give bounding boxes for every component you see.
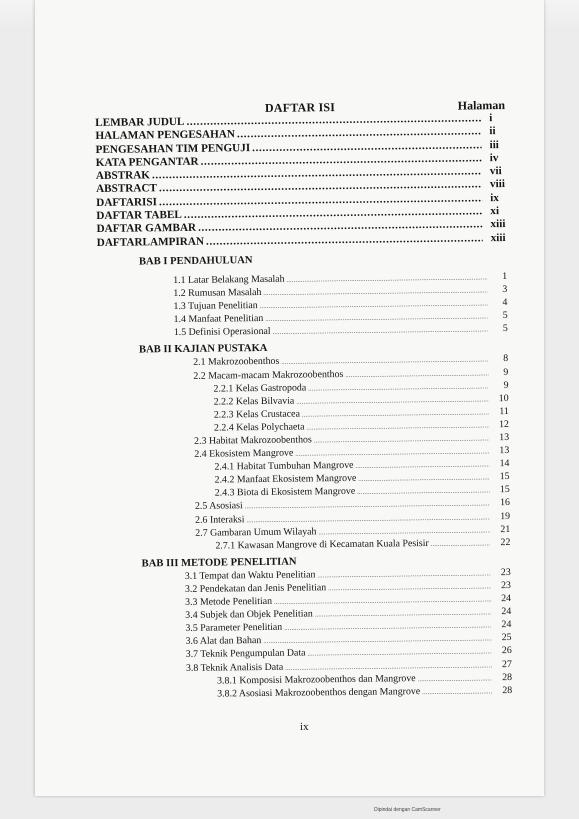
toc-entry-page: 24 [501, 592, 512, 605]
front-matter-list [95, 112, 507, 250]
toc-entry-title: 1.5 Definisi Operasional [173, 326, 271, 339]
toc-entry-page: xiii [490, 218, 506, 231]
toc-entry-title: 3.3 Metode Penelitian [185, 595, 273, 608]
document-page [35, 0, 544, 796]
toc-entry-page: 11 [499, 405, 509, 417]
toc-entry-title: DAFTAR TABEL [96, 209, 182, 223]
toc-entry-page: 14 [499, 458, 510, 470]
toc-entry-page: 15 [499, 484, 510, 496]
toc-entry-page: 25 [501, 632, 512, 644]
toc-entry-page: 13 [499, 445, 510, 457]
toc-entry-title: 3.1 Tempat dan Waktu Penelitian [184, 569, 316, 582]
toc-entry-title: 1.4 Manfaat Penelitian [173, 313, 264, 326]
toc-entry-title: 2.2.3 Kelas Crustacea [213, 408, 300, 421]
toc-entry-page: 23 [500, 566, 511, 578]
toc-entry-title: 3.8.1 Komposisi Makrozoobenthos dan Mangrove [216, 672, 416, 687]
toc-entry-page: 28 [502, 671, 513, 683]
toc-entry-page: vii [489, 165, 502, 178]
toc-entry-title: 2.5 Asosiasi [194, 500, 243, 513]
toc-entry-title: 2.2.1 Kelas Gastropoda [213, 382, 307, 395]
toc-entry-title: 3.4 Subjek dan Objek Penelitian [185, 608, 313, 622]
dot-leader [431, 537, 491, 551]
toc-entry-page: 1 [502, 270, 508, 283]
toc-entry-page: 27 [501, 658, 512, 670]
toc-entry-page: i [489, 112, 493, 125]
toc-entry-title: 2.2.2 Kelas Bilvavia [213, 395, 295, 408]
toc-entry-page: 24 [501, 606, 512, 618]
page-number: ix [299, 720, 309, 734]
dot-leader [273, 324, 488, 340]
toc-entry-title: 3.8.2 Asosiasi Makrozoobenthos dengan Mangrove [217, 685, 421, 700]
toc-entry-title: 3.7 Teknik Pengumpulan Data [185, 647, 306, 661]
toc-entry-title: 2.4.3 Biota di Ekosistem Mangrove [214, 486, 356, 499]
chapter-2-entries [98, 353, 510, 554]
toc-entry-page: 4 [502, 297, 508, 309]
toc-entry-title: 2.3 Habitat Makrozoobenthos [194, 434, 312, 447]
toc-entry-title: 3.8 Teknik Analisis Data [185, 661, 284, 674]
page-title: DAFTAR ISI [264, 100, 336, 115]
toc-entry-title: 2.4 Ekosistem Mangrove [194, 447, 294, 460]
page-column-label: Halaman [457, 97, 506, 113]
toc-entry-page: 3 [502, 284, 508, 296]
toc-entry-page: 15 [499, 471, 510, 483]
toc-entry-title: DAFTARISI [96, 196, 158, 209]
toc-entry-page: 5 [502, 323, 508, 335]
toc-entry-page: 19 [500, 510, 511, 522]
toc-entry-page: xiii [490, 231, 506, 244]
toc-row [217, 685, 512, 702]
toc-entry-title: 2.4.1 Habitat Tumbuhan Mangrove [214, 460, 354, 473]
toc-entry-title: LEMBAR JUDUL [95, 115, 185, 129]
toc-row [215, 537, 510, 554]
toc-entry-page: 23 [500, 579, 511, 592]
chapter-3-entries [101, 567, 513, 703]
toc-entry-title: DAFTAR GAMBAR [96, 222, 197, 236]
toc-entry-title: DAFTARLAMPIRAN [96, 235, 205, 249]
toc-entry-title: 3.6 Alat dan Bahan [185, 635, 262, 648]
dot-leader [422, 685, 492, 699]
toc-entry-title: 1.1 Latar Belakang Masalah [173, 273, 285, 287]
toc-entry-title: 2.1 Makrozoobenthos [193, 356, 280, 369]
chapter-heading-1: BAB I PENDAHULUAN [138, 255, 253, 268]
scanner-watermark: Dipindai dengan CamScanner [374, 807, 441, 813]
table-of-contents [95, 98, 512, 703]
toc-entry-title: 2.4.2 Manfaat Ekosistem Mangrove [214, 473, 357, 486]
toc-entry-page: 9 [503, 366, 509, 378]
toc-entry-title: ABSTRACT [95, 182, 158, 196]
toc-entry-title: 2.7 Gambaran Umum Wilayah [195, 525, 317, 539]
toc-entry-title: 2.6 Interaksi [195, 513, 245, 526]
toc-entry-page: 22 [500, 536, 511, 548]
toc-entry-page: 26 [501, 645, 512, 657]
toc-entry-title: HALAMAN PENGESAHAN [95, 128, 236, 143]
dot-leader [206, 232, 483, 249]
toc-entry-title: PENGESAHAN TIM PENGUJI [95, 141, 251, 156]
toc-entry-page: 10 [498, 392, 509, 404]
toc-entry-title: 3.5 Parameter Penelitian [185, 621, 283, 635]
toc-entry-page: iii [489, 138, 499, 151]
toc-entry-page: 28 [502, 684, 513, 696]
toc-entry-title: ABSTRAK [95, 169, 151, 183]
toc-entry-page: 9 [503, 379, 509, 391]
toc-entry-title: 2.7.1 Kawasan Mangrove di Kecamatan Kuala Pesisir [215, 537, 429, 552]
toc-entry-page: 21 [500, 523, 511, 535]
chapter-heading-2: BAB II KAJIAN PUSTAKA [138, 343, 268, 356]
chapter-1-entries [97, 271, 508, 341]
toc-entry-title: 1.2 Rumusan Masalah [173, 287, 262, 300]
toc-entry-page: 12 [499, 418, 510, 430]
toc-entry-page: 5 [502, 310, 508, 322]
toc-entry-page: iv [489, 151, 499, 165]
toc-entry-title: 3.2 Pendekatan dan Jenis Penelitian [184, 582, 327, 595]
toc-row [174, 323, 508, 340]
toc-entry-page: 24 [501, 619, 512, 631]
chapter-heading-3: BAB III METODE PENELITIAN [141, 556, 297, 570]
toc-entry-page: ii [489, 125, 496, 138]
toc-entry-title: 2.2 Macam-macam Makrozoobenthos [193, 368, 344, 382]
toc-entry-title: KATA PENGANTAR [95, 155, 199, 169]
toc-entry-page: ix [490, 191, 499, 204]
dot-leader [418, 672, 493, 686]
toc-entry-page: xi [490, 205, 500, 218]
toc-entry-title: 2.2.4 Kelas Polychaeta [213, 421, 305, 434]
toc-entry-page: 16 [499, 497, 510, 509]
toc-entry-page: 13 [499, 431, 510, 444]
toc-entry-page: 8 [503, 353, 509, 365]
toc-entry-page: viii [489, 178, 506, 191]
toc-entry-title: 1.3 Tujuan Penelitian [173, 300, 258, 313]
